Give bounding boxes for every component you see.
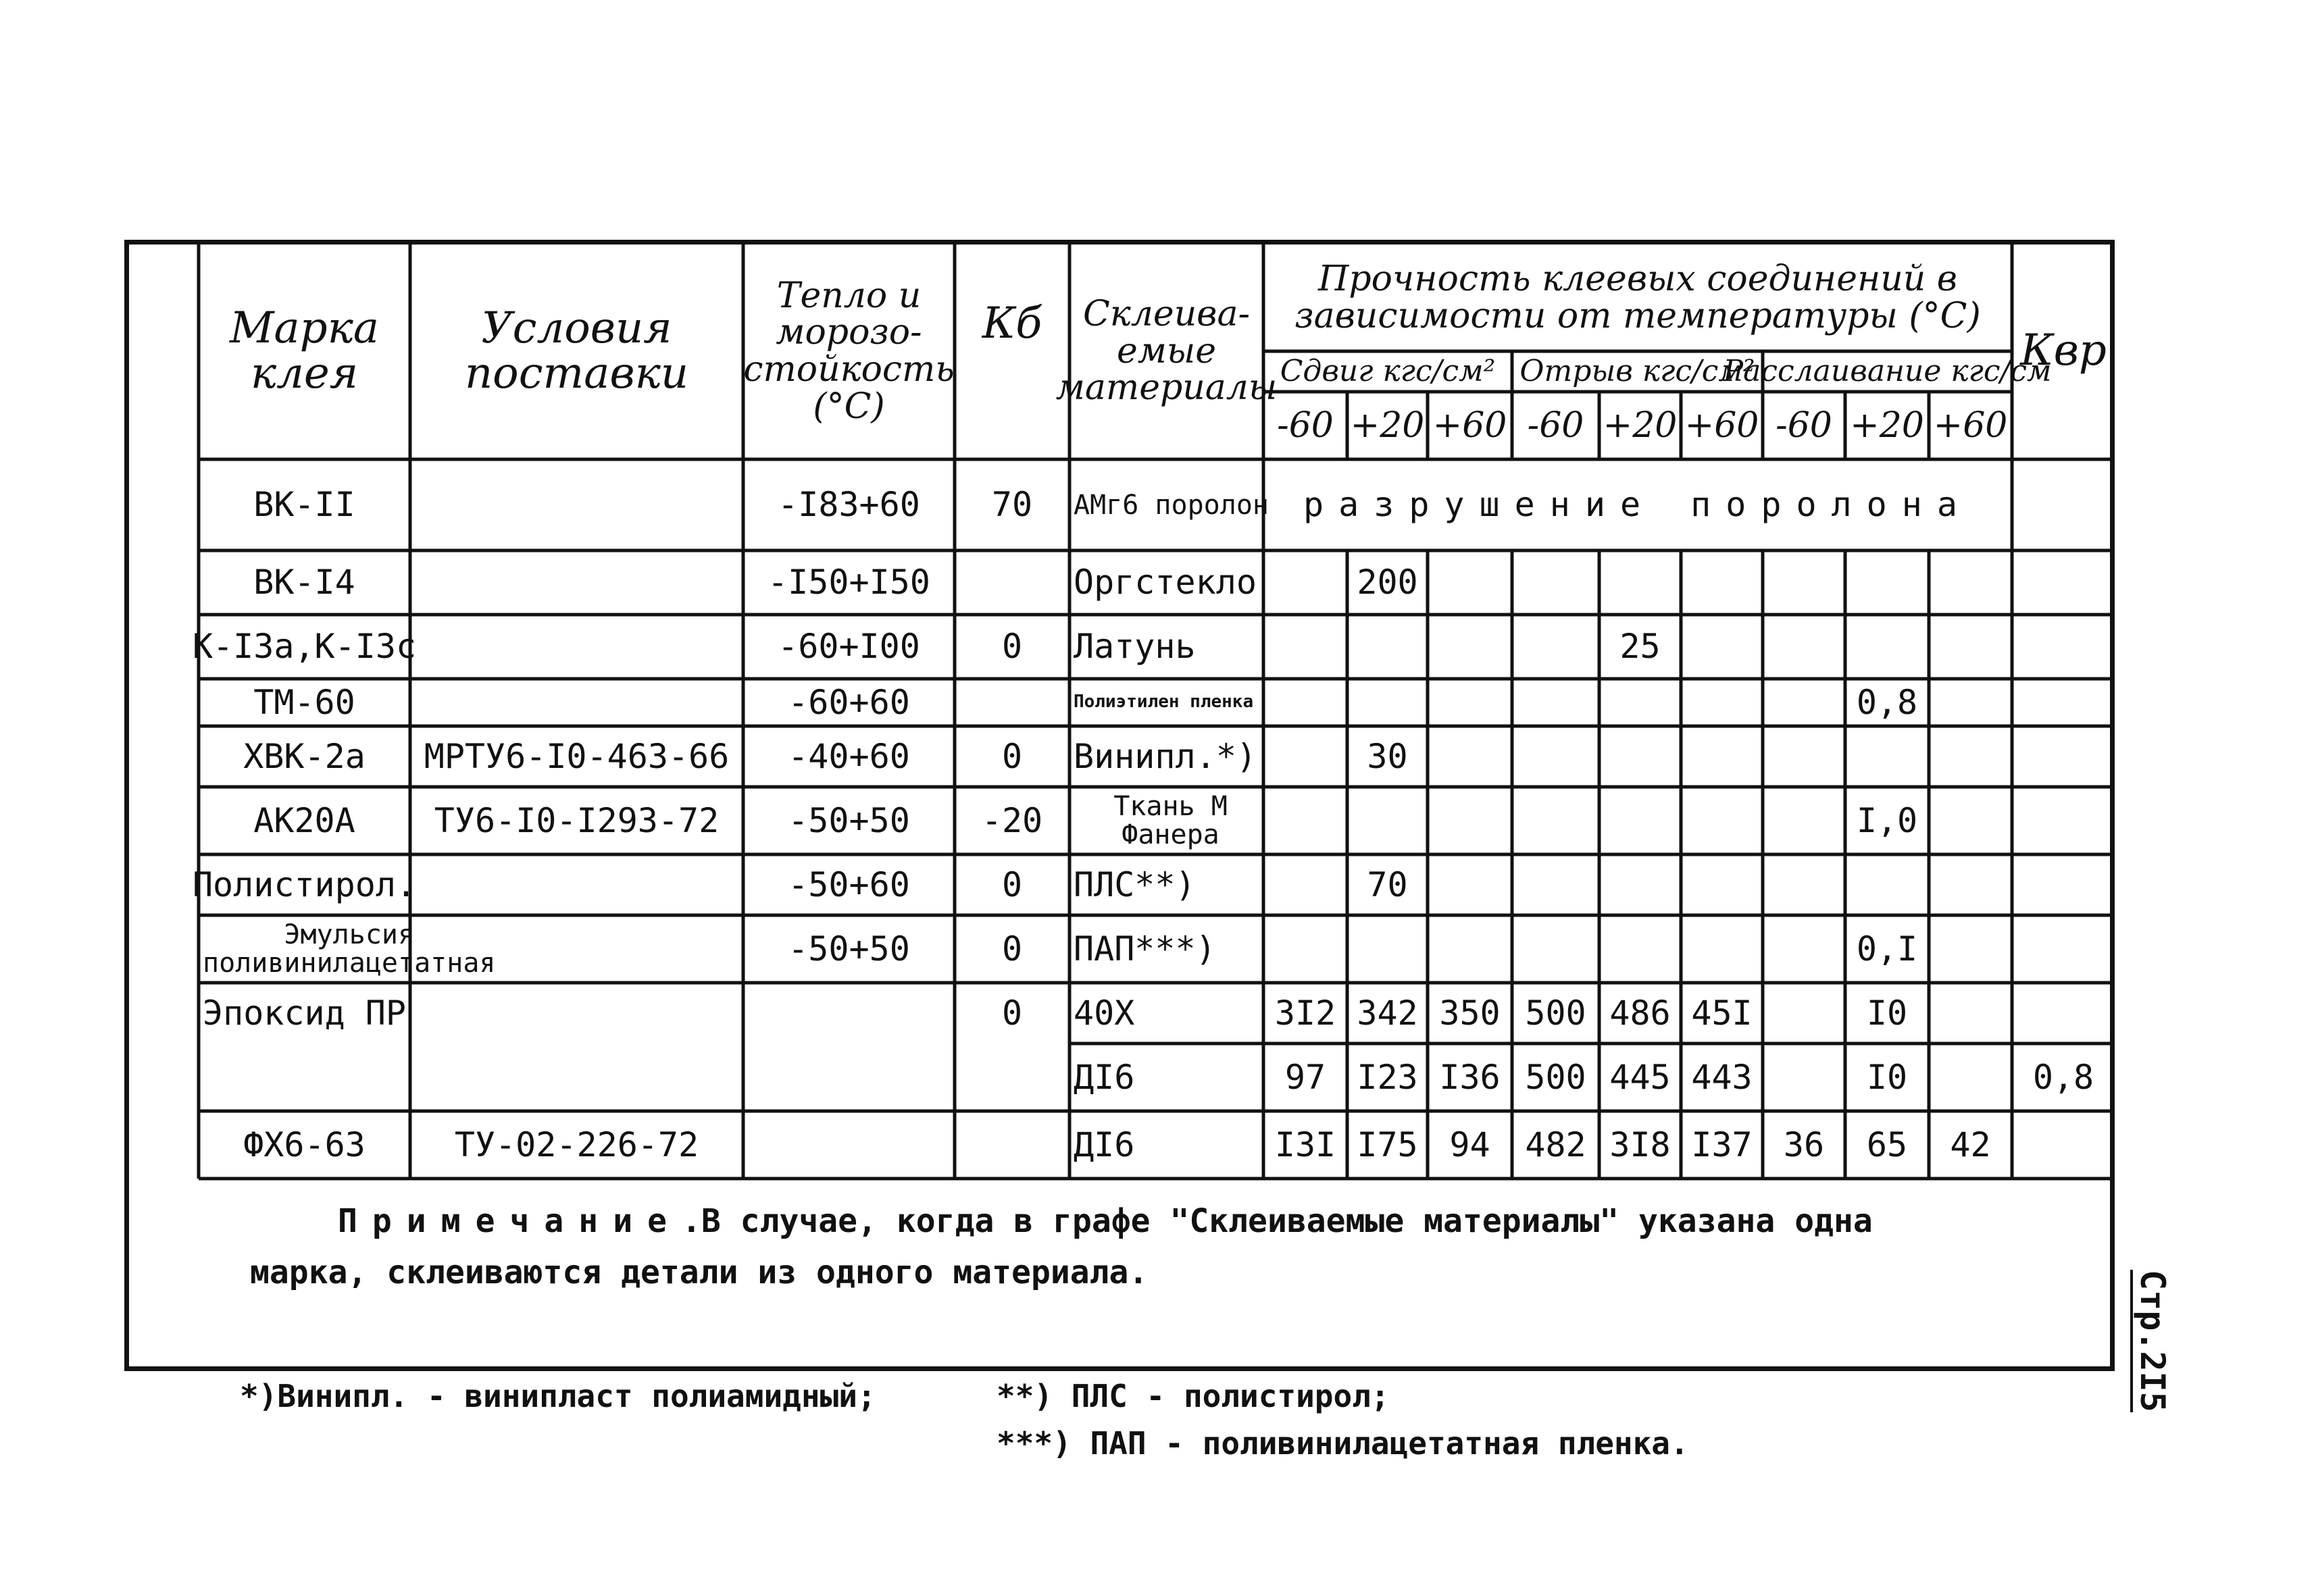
note-text-2: марка, склеиваются детали из одного материала. xyxy=(250,1254,1149,1291)
cell-mat: Оргстекло xyxy=(1074,563,1257,602)
cell-value: 500 xyxy=(1525,993,1586,1033)
cell-value: 3I2 xyxy=(1274,993,1336,1033)
temp-header: +60 xyxy=(1933,405,2008,446)
cell-value xyxy=(1929,679,2012,726)
cell-value xyxy=(1929,1044,2012,1111)
cell-value xyxy=(1347,679,1428,726)
cell-value xyxy=(1845,615,1929,679)
cell-value xyxy=(1428,915,1512,983)
cell-value xyxy=(1929,854,2012,915)
cell-marka: Полистирол. xyxy=(192,865,417,904)
cell-teplo: -60+60 xyxy=(788,682,910,722)
cell-value xyxy=(1512,550,1599,615)
cell-usl: ТУ-02-226-72 xyxy=(454,1125,699,1164)
cell-value: 94 xyxy=(1449,1125,1490,1164)
cell-value: I3I xyxy=(1274,1125,1336,1164)
cell-kvr: 0,8 xyxy=(2032,1057,2094,1097)
cell-value: 42 xyxy=(1950,1125,1991,1164)
cell-kvr xyxy=(2012,615,2115,679)
cell-teplo xyxy=(743,983,955,1044)
cell-usl xyxy=(410,679,743,726)
cell-value: 0,I xyxy=(1856,929,1918,969)
cell-usl xyxy=(410,915,743,983)
cell-mat: АМг6 поролон xyxy=(1074,489,1269,521)
cell-value: 3I8 xyxy=(1609,1125,1671,1164)
cell-kb: 0 xyxy=(1001,627,1023,667)
cell-usl: ТУ6-I0-I293-72 xyxy=(434,800,720,840)
cell-value xyxy=(1599,854,1681,915)
cell-marka: ХВК-2а xyxy=(243,736,366,776)
cell-mat: Полиэтилен пленка xyxy=(1074,692,1254,713)
cell-kvr xyxy=(2012,550,2115,615)
cell-usl xyxy=(410,459,743,550)
cell-value xyxy=(1763,915,1845,983)
cell-value xyxy=(1263,679,1347,726)
header-usloviya: Условия поставки xyxy=(464,303,689,398)
cell-value: I,0 xyxy=(1856,800,1918,840)
cell-value: 97 xyxy=(1284,1057,1326,1097)
cell-value: 342 xyxy=(1357,993,1418,1033)
header-prochnost: Прочность клеевых соединений в зависимости от температуры (°С) xyxy=(1294,259,1981,336)
temp-header: +20 xyxy=(1850,405,1924,446)
cell-value xyxy=(1929,915,2012,983)
cell-kb xyxy=(955,679,1070,726)
footnote-vinipl: *)Винипл. - винипласт полиамидный; xyxy=(240,1378,876,1414)
cell-span-note: разрушение поролона xyxy=(1303,485,1972,525)
footnote-pap: ***) ПАП - поливинилацетатная пленка. xyxy=(997,1425,1689,1462)
cell-value: I23 xyxy=(1357,1057,1418,1097)
page-number: Стр.2I5 xyxy=(2130,1270,2172,1412)
cell-value: 500 xyxy=(1525,1057,1586,1097)
cell-value xyxy=(1599,726,1681,787)
header-marka: Марка клея xyxy=(229,303,380,398)
cell-marka xyxy=(199,1044,410,1111)
cell-value xyxy=(1681,915,1763,983)
cell-value xyxy=(1512,787,1599,854)
cell-usl xyxy=(410,615,743,679)
cell-value xyxy=(1929,787,2012,854)
note-label: Примечание xyxy=(338,1202,682,1240)
cell-value xyxy=(1599,787,1681,854)
cell-marka: ВК-I4 xyxy=(253,563,355,602)
temp-header: +60 xyxy=(1432,405,1507,446)
temp-header: -60 xyxy=(1527,405,1584,446)
cell-mat: Ткань М Фанера xyxy=(1113,791,1228,850)
cell-value xyxy=(1681,550,1763,615)
cell-value xyxy=(1428,726,1512,787)
temp-header: +20 xyxy=(1603,405,1678,446)
cell-kvr xyxy=(2012,983,2115,1044)
cell-kvr xyxy=(2012,726,2115,787)
cell-value xyxy=(1681,854,1763,915)
header-rassl: Расслаивание кгс/см xyxy=(1723,353,2052,388)
cell-value xyxy=(1263,726,1347,787)
cell-value xyxy=(1428,550,1512,615)
cell-kb xyxy=(955,550,1070,615)
cell-value: 45I xyxy=(1691,993,1753,1033)
cell-kvr xyxy=(2012,787,2115,854)
cell-kb: 0 xyxy=(1001,929,1023,969)
cell-value xyxy=(1845,550,1929,615)
cell-value xyxy=(1512,679,1599,726)
cell-value xyxy=(1763,787,1845,854)
cell-value: I37 xyxy=(1691,1125,1753,1164)
cell-value: 30 xyxy=(1367,736,1408,776)
cell-value xyxy=(1929,983,2012,1044)
cell-marka: ВК-II xyxy=(253,485,355,525)
cell-teplo xyxy=(743,1111,955,1179)
cell-value: 36 xyxy=(1783,1125,1825,1164)
note xyxy=(250,1195,2074,1298)
cell-kvr xyxy=(2012,1111,2115,1179)
note-text-1: .В случае, когда в графе "Склеиваемые материалы" указана одна xyxy=(681,1202,1873,1240)
header-teplo: Тепло и морозо-стойкость (°С) xyxy=(743,275,955,427)
cell-teplo: -I50+I50 xyxy=(768,563,930,602)
cell-kb: 70 xyxy=(991,485,1033,525)
cell-value: I0 xyxy=(1866,993,1908,1033)
cell-kvr xyxy=(2012,679,2115,726)
cell-value xyxy=(1263,787,1347,854)
cell-mat: ПЛС**) xyxy=(1074,865,1196,904)
cell-usl xyxy=(410,983,743,1044)
cell-teplo: -50+50 xyxy=(788,800,910,840)
cell-marka: К-I3а,К-I3с xyxy=(192,627,417,667)
cell-value: I0 xyxy=(1866,1057,1908,1097)
cell-value xyxy=(1347,915,1428,983)
temp-header: -60 xyxy=(1277,405,1334,446)
header-kvr: Квр xyxy=(2020,326,2107,376)
cell-value xyxy=(1599,915,1681,983)
cell-usl: МРТУ6-I0-463-66 xyxy=(424,736,730,776)
cell-value: 0,8 xyxy=(1856,682,1918,722)
cell-value xyxy=(1845,854,1929,915)
cell-value xyxy=(1347,787,1428,854)
cell-value xyxy=(1599,679,1681,726)
cell-value xyxy=(1763,550,1845,615)
cell-value xyxy=(1512,615,1599,679)
cell-marka: Эпоксид ПР xyxy=(202,993,407,1033)
cell-mat: Латунь xyxy=(1074,627,1196,667)
temp-header: +60 xyxy=(1684,405,1759,446)
cell-value: 350 xyxy=(1439,993,1501,1033)
cell-usl xyxy=(410,550,743,615)
cell-value: 200 xyxy=(1357,563,1418,602)
cell-value xyxy=(1763,854,1845,915)
cell-value xyxy=(1347,615,1428,679)
cell-value: 486 xyxy=(1609,993,1671,1033)
cell-value xyxy=(1263,550,1347,615)
cell-marka: ФХ6-63 xyxy=(243,1125,366,1164)
cell-value: I75 xyxy=(1357,1125,1418,1164)
cell-value xyxy=(1681,726,1763,787)
footnote-pls: **) ПЛС - полистирол; xyxy=(997,1378,1390,1414)
cell-kb xyxy=(955,1044,1070,1111)
cell-value: 443 xyxy=(1691,1057,1753,1097)
cell-kb xyxy=(955,1111,1070,1179)
cell-value: 25 xyxy=(1619,627,1661,667)
cell-value xyxy=(1929,550,2012,615)
cell-teplo: -50+60 xyxy=(788,865,910,904)
cell-mat: ПАП***) xyxy=(1074,929,1216,969)
cell-kvr xyxy=(2012,915,2115,983)
cell-value xyxy=(1428,854,1512,915)
cell-teplo: -I83+60 xyxy=(778,485,920,525)
header-skleiv: Склеива-емые материалы xyxy=(1055,294,1278,409)
cell-value xyxy=(1929,615,2012,679)
cell-value: 70 xyxy=(1367,865,1408,904)
cell-value: 482 xyxy=(1525,1125,1586,1164)
cell-value xyxy=(1512,854,1599,915)
cell-kb: 0 xyxy=(1001,736,1023,776)
cell-value: 65 xyxy=(1866,1125,1908,1164)
cell-kb: 0 xyxy=(1001,993,1023,1033)
cell-value xyxy=(1512,726,1599,787)
cell-value: 445 xyxy=(1609,1057,1671,1097)
cell-usl xyxy=(410,1044,743,1111)
cell-teplo xyxy=(743,1044,955,1111)
cell-kb: -20 xyxy=(981,800,1043,840)
cell-value xyxy=(1263,854,1347,915)
cell-kvr xyxy=(2012,854,2115,915)
cell-value xyxy=(1681,615,1763,679)
cell-value xyxy=(1845,726,1929,787)
cell-value xyxy=(1763,1044,1845,1111)
cell-value xyxy=(1763,615,1845,679)
cell-value xyxy=(1763,679,1845,726)
cell-mat: 40Х xyxy=(1074,993,1135,1033)
cell-value xyxy=(1681,679,1763,726)
cell-value xyxy=(1512,915,1599,983)
cell-teplo: -40+60 xyxy=(788,736,910,776)
cell-mat: ДI6 xyxy=(1074,1057,1135,1097)
cell-value xyxy=(1428,679,1512,726)
cell-value xyxy=(1929,726,2012,787)
cell-kb: 0 xyxy=(1001,865,1023,904)
cell-value: I36 xyxy=(1439,1057,1501,1097)
cell-value xyxy=(1263,915,1347,983)
cell-value xyxy=(1428,787,1512,854)
cell-value xyxy=(1428,615,1512,679)
temp-header: -60 xyxy=(1776,405,1832,446)
cell-kvr xyxy=(2012,459,2115,550)
header-kb: Кб xyxy=(982,299,1042,349)
cell-teplo: -60+I00 xyxy=(778,627,920,667)
cell-value xyxy=(1681,787,1763,854)
cell-marka: Эмульсия поливинилацетатная xyxy=(203,919,496,979)
cell-mat: Винипл.*) xyxy=(1074,736,1257,776)
header-otryv: Отрыв кгс/см² xyxy=(1519,353,1755,388)
header-sdvig: Сдвиг кгс/см² xyxy=(1280,353,1496,388)
cell-marka: АК20А xyxy=(253,800,355,840)
cell-marka: ТМ-60 xyxy=(253,682,355,722)
cell-value xyxy=(1763,983,1845,1044)
cell-value xyxy=(1263,615,1347,679)
cell-value xyxy=(1599,550,1681,615)
temp-header: +20 xyxy=(1350,405,1425,446)
cell-mat: ДI6 xyxy=(1074,1125,1135,1164)
cell-usl xyxy=(410,854,743,915)
cell-teplo: -50+50 xyxy=(788,929,910,969)
cell-value xyxy=(1763,726,1845,787)
